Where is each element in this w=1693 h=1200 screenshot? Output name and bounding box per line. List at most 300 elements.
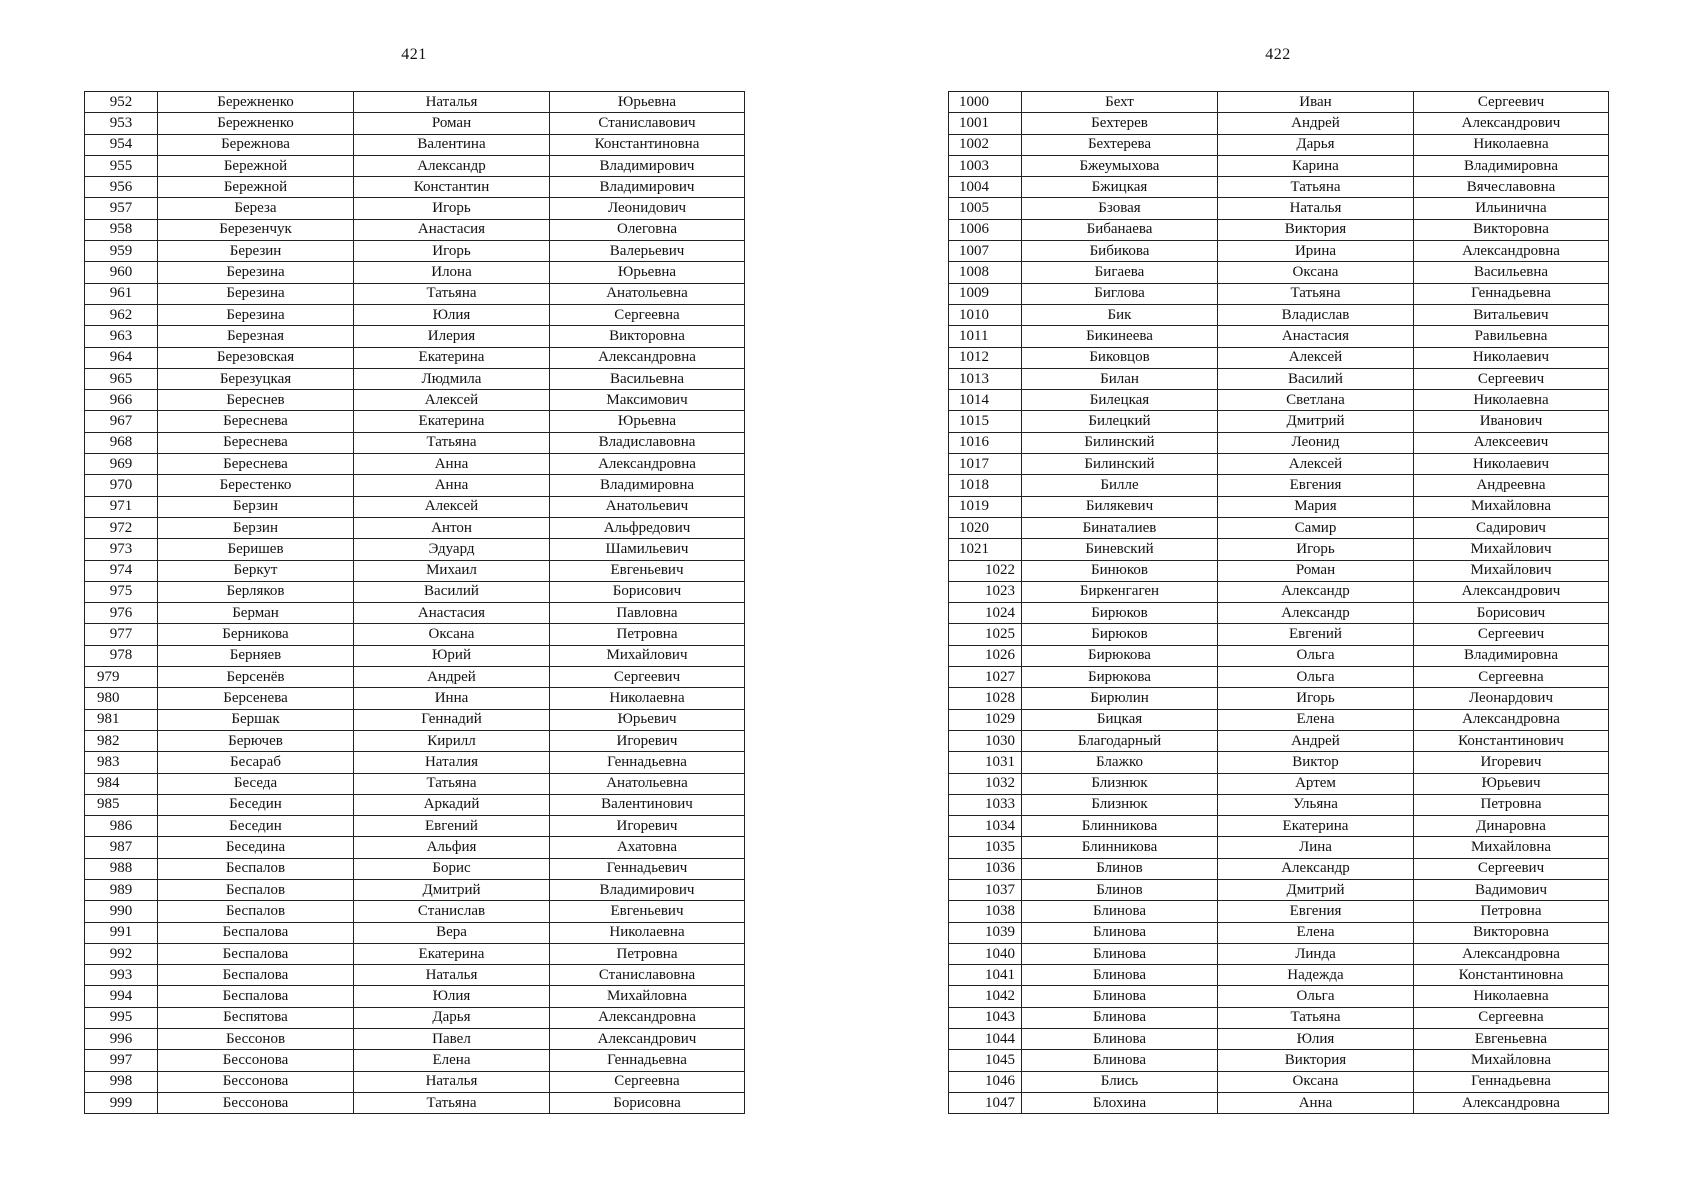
table-row [949,347,1609,368]
table-row [85,1007,745,1028]
last-name-cell: Березин [158,241,354,262]
first-name-cell: Екатерина [1218,816,1414,837]
table-row [85,347,745,368]
table-row [949,326,1609,347]
table-row [949,645,1609,666]
first-name-cell: Анна [1218,1092,1414,1113]
patronymic-cell: Вячеславовна [1414,177,1609,198]
row-number-cell: 1047 [949,1092,1022,1113]
patronymic-cell: Владимировна [1414,645,1609,666]
table-row [949,368,1609,389]
last-name-cell: Беседа [158,773,354,794]
patronymic-cell: Борисовна [550,1092,745,1113]
table-row [949,667,1609,688]
last-name-cell: Блажко [1022,752,1218,773]
patronymic-cell: Леонидович [550,198,745,219]
last-name-cell: Блинова [1022,1007,1218,1028]
table-row [85,219,745,240]
first-name-cell: Ольга [1218,986,1414,1007]
table-row [85,390,745,411]
row-number-cell: 1034 [949,816,1022,837]
last-name-cell: Блохина [1022,1092,1218,1113]
patronymic-cell: Витальевич [1414,304,1609,325]
first-name-cell: Андрей [1218,730,1414,751]
row-number-cell: 1043 [949,1007,1022,1028]
row-number-cell: 966 [85,390,158,411]
first-name-cell: Василий [354,581,550,602]
row-number-cell: 1000 [949,92,1022,113]
last-name-cell: Берестенко [158,475,354,496]
last-name-cell: Беспалова [158,986,354,1007]
table-row [949,539,1609,560]
row-number-cell: 1044 [949,1029,1022,1050]
page-number: 422 [1265,46,1291,63]
table-row [85,730,745,751]
last-name-cell: Береза [158,198,354,219]
row-number-cell: 993 [85,965,158,986]
last-name-cell: Берляков [158,581,354,602]
row-number-cell: 1025 [949,624,1022,645]
table-row [85,496,745,517]
last-name-cell: Бигаева [1022,262,1218,283]
row-number-cell: 960 [85,262,158,283]
first-name-cell: Андрей [1218,113,1414,134]
last-name-cell: Беспалов [158,879,354,900]
first-name-cell: Алексей [1218,454,1414,475]
table-row [85,794,745,815]
table-row [949,411,1609,432]
last-name-cell: Бережной [158,177,354,198]
table-row [85,454,745,475]
first-name-cell: Оксана [1218,1071,1414,1092]
row-number-cell: 956 [85,177,158,198]
last-name-cell: Березуцкая [158,368,354,389]
last-name-cell: Блинникова [1022,837,1218,858]
row-number-cell: 974 [85,560,158,581]
first-name-cell: Татьяна [354,283,550,304]
names-table [948,91,1609,1114]
patronymic-cell: Сергеевна [1414,1007,1609,1028]
row-number-cell: 968 [85,432,158,453]
patronymic-cell: Васильевна [1414,262,1609,283]
table-row [85,198,745,219]
first-name-cell: Виктория [1218,219,1414,240]
first-name-cell: Виктория [1218,1050,1414,1071]
row-number-cell: 979 [85,667,158,688]
row-number-cell: 1030 [949,730,1022,751]
last-name-cell: Блинова [1022,986,1218,1007]
last-name-cell: Близнюк [1022,773,1218,794]
patronymic-cell: Евгеньевич [550,901,745,922]
first-name-cell: Василий [1218,368,1414,389]
first-name-cell: Михаил [354,560,550,581]
row-number-cell: 978 [85,645,158,666]
table-row [949,688,1609,709]
first-name-cell: Татьяна [354,773,550,794]
last-name-cell: Бершак [158,709,354,730]
row-number-cell: 998 [85,1071,158,1092]
row-number-cell: 999 [85,1092,158,1113]
first-name-cell: Анна [354,454,550,475]
patronymic-cell: Николаевна [550,688,745,709]
table-row [949,1029,1609,1050]
row-number-cell: 1036 [949,858,1022,879]
patronymic-cell: Николаевна [1414,986,1609,1007]
patronymic-cell: Леонардович [1414,688,1609,709]
row-number-cell: 970 [85,475,158,496]
first-name-cell: Александр [354,155,550,176]
row-number-cell: 989 [85,879,158,900]
names-table-body [949,92,1609,1114]
last-name-cell: Беседин [158,816,354,837]
first-name-cell: Анастасия [1218,326,1414,347]
last-name-cell: Бинаталиев [1022,517,1218,538]
last-name-cell: Бессонова [158,1071,354,1092]
last-name-cell: Бессонов [158,1029,354,1050]
patronymic-cell: Иванович [1414,411,1609,432]
first-name-cell: Юрий [354,645,550,666]
patronymic-cell: Михайловна [1414,837,1609,858]
patronymic-cell: Константиновна [1414,965,1609,986]
table-row [85,368,745,389]
patronymic-cell: Юрьевна [550,262,745,283]
patronymic-cell: Станиславовна [550,965,745,986]
row-number-cell: 1003 [949,155,1022,176]
patronymic-cell: Михайлович [550,645,745,666]
last-name-cell: Бехтерев [1022,113,1218,134]
table-row [949,581,1609,602]
table-row [85,1050,745,1071]
first-name-cell: Станислав [354,901,550,922]
patronymic-cell: Ильинична [1414,198,1609,219]
row-number-cell: 973 [85,539,158,560]
last-name-cell: Билинский [1022,432,1218,453]
patronymic-cell: Сергеевна [1414,667,1609,688]
patronymic-cell: Александровна [1414,709,1609,730]
last-name-cell: Береснева [158,432,354,453]
patronymic-cell: Владимирович [550,155,745,176]
patronymic-cell: Александровна [1414,943,1609,964]
first-name-cell: Наталья [1218,198,1414,219]
patronymic-cell: Валентинович [550,794,745,815]
last-name-cell: Билецкая [1022,390,1218,411]
patronymic-cell: Николаевна [1414,134,1609,155]
first-name-cell: Елена [1218,709,1414,730]
first-name-cell: Ольга [1218,645,1414,666]
first-name-cell: Павел [354,1029,550,1050]
last-name-cell: Бибанаева [1022,219,1218,240]
patronymic-cell: Владиславовна [550,432,745,453]
table-row [85,411,745,432]
last-name-cell: Березенчук [158,219,354,240]
row-number-cell: 995 [85,1007,158,1028]
patronymic-cell: Александрович [550,1029,745,1050]
last-name-cell: Берючев [158,730,354,751]
last-name-cell: Блинова [1022,922,1218,943]
patronymic-cell: Васильевна [550,368,745,389]
first-name-cell: Дмитрий [1218,879,1414,900]
patronymic-cell: Михайловна [1414,1050,1609,1071]
last-name-cell: Бессонова [158,1050,354,1071]
last-name-cell: Беспалов [158,901,354,922]
row-number-cell: 991 [85,922,158,943]
table-row [949,517,1609,538]
first-name-cell: Татьяна [1218,177,1414,198]
table-row [85,965,745,986]
first-name-cell: Евгения [1218,901,1414,922]
first-name-cell: Игорь [1218,539,1414,560]
row-number-cell: 1037 [949,879,1022,900]
row-number-cell: 1039 [949,922,1022,943]
last-name-cell: Беспалова [158,922,354,943]
patronymic-cell: Викторовна [1414,219,1609,240]
last-name-cell: Бицкая [1022,709,1218,730]
last-name-cell: Билякевич [1022,496,1218,517]
patronymic-cell: Алексеевич [1414,432,1609,453]
row-number-cell: 1001 [949,113,1022,134]
table-row [949,454,1609,475]
first-name-cell: Роман [354,113,550,134]
row-number-cell: 1019 [949,496,1022,517]
last-name-cell: Беришев [158,539,354,560]
table-row [85,837,745,858]
table-row [85,92,745,113]
page-number: 421 [401,46,427,63]
row-number-cell: 1018 [949,475,1022,496]
first-name-cell: Екатерина [354,943,550,964]
last-name-cell: Бирюков [1022,603,1218,624]
row-number-cell: 961 [85,283,158,304]
row-number-cell: 1027 [949,667,1022,688]
last-name-cell: Бикинеева [1022,326,1218,347]
first-name-cell: Линда [1218,943,1414,964]
last-name-cell: Береснев [158,390,354,411]
first-name-cell: Антон [354,517,550,538]
patronymic-cell: Михайлович [1414,560,1609,581]
first-name-cell: Оксана [354,624,550,645]
table-row [949,113,1609,134]
table-row [85,1071,745,1092]
first-name-cell: Геннадий [354,709,550,730]
row-number-cell: 975 [85,581,158,602]
first-name-cell: Наталья [354,1071,550,1092]
last-name-cell: Билецкий [1022,411,1218,432]
row-number-cell: 1029 [949,709,1022,730]
patronymic-cell: Михайловна [1414,496,1609,517]
patronymic-cell: Петровна [1414,794,1609,815]
table-row [949,752,1609,773]
first-name-cell: Дмитрий [1218,411,1414,432]
patronymic-cell: Константинович [1414,730,1609,751]
first-name-cell: Альфия [354,837,550,858]
last-name-cell: Беспятова [158,1007,354,1028]
first-name-cell: Анна [354,475,550,496]
table-row [949,475,1609,496]
first-name-cell: Елена [354,1050,550,1071]
last-name-cell: Близнюк [1022,794,1218,815]
first-name-cell: Валентина [354,134,550,155]
table-row [85,922,745,943]
table-row [85,773,745,794]
first-name-cell: Роман [1218,560,1414,581]
last-name-cell: Берзин [158,517,354,538]
patronymic-cell: Динаровна [1414,816,1609,837]
row-number-cell: 965 [85,368,158,389]
row-number-cell: 1002 [949,134,1022,155]
patronymic-cell: Андреевна [1414,475,1609,496]
patronymic-cell: Геннадьевна [1414,1071,1609,1092]
patronymic-cell: Ахатовна [550,837,745,858]
row-number-cell: 1009 [949,283,1022,304]
patronymic-cell: Владимировна [1414,155,1609,176]
patronymic-cell: Александровна [550,347,745,368]
first-name-cell: Борис [354,858,550,879]
first-name-cell: Татьяна [354,1092,550,1113]
patronymic-cell: Сергеевна [550,304,745,325]
patronymic-cell: Владимировна [550,475,745,496]
first-name-cell: Анастасия [354,603,550,624]
table-row [949,219,1609,240]
row-number-cell: 953 [85,113,158,134]
patronymic-cell: Олеговна [550,219,745,240]
table-row [949,794,1609,815]
first-name-cell: Юлия [354,304,550,325]
table-row [85,517,745,538]
row-number-cell: 1010 [949,304,1022,325]
first-name-cell: Иван [1218,92,1414,113]
patronymic-cell: Сергеевич [1414,368,1609,389]
first-name-cell: Татьяна [1218,1007,1414,1028]
table-row [85,986,745,1007]
patronymic-cell: Садирович [1414,517,1609,538]
first-name-cell: Елена [1218,922,1414,943]
last-name-cell: Биковцов [1022,347,1218,368]
first-name-cell: Лина [1218,837,1414,858]
table-row [85,155,745,176]
first-name-cell: Игорь [354,198,550,219]
row-number-cell: 996 [85,1029,158,1050]
last-name-cell: Бережненко [158,113,354,134]
row-number-cell: 1004 [949,177,1022,198]
last-name-cell: Бехт [1022,92,1218,113]
patronymic-cell: Сергеевич [1414,858,1609,879]
row-number-cell: 1046 [949,1071,1022,1092]
names-table-body [85,92,745,1114]
last-name-cell: Бехтерева [1022,134,1218,155]
row-number-cell: 1013 [949,368,1022,389]
table-row [949,965,1609,986]
table-row [949,560,1609,581]
row-number-cell: 1022 [949,560,1022,581]
table-row [949,283,1609,304]
last-name-cell: Бирюкова [1022,667,1218,688]
patronymic-cell: Петровна [550,943,745,964]
patronymic-cell: Шамильевич [550,539,745,560]
last-name-cell: Березовская [158,347,354,368]
table-row [85,581,745,602]
table-row [85,858,745,879]
patronymic-cell: Николаевич [1414,347,1609,368]
first-name-cell: Дарья [1218,134,1414,155]
last-name-cell: Биглова [1022,283,1218,304]
last-name-cell: Биркенгаген [1022,581,1218,602]
table-row [85,262,745,283]
first-name-cell: Андрей [354,667,550,688]
table-row [85,879,745,900]
patronymic-cell: Станиславович [550,113,745,134]
patronymic-cell: Владимирович [550,177,745,198]
row-number-cell: 1016 [949,432,1022,453]
patronymic-cell: Анатольевна [550,283,745,304]
table-row [949,262,1609,283]
table-row [85,688,745,709]
first-name-cell: Анастасия [354,219,550,240]
last-name-cell: Билле [1022,475,1218,496]
row-number-cell: 980 [85,688,158,709]
last-name-cell: Березная [158,326,354,347]
table-row [85,943,745,964]
last-name-cell: Блинова [1022,901,1218,922]
last-name-cell: Блинникова [1022,816,1218,837]
patronymic-cell: Анатольевич [550,496,745,517]
last-name-cell: Бибикова [1022,241,1218,262]
last-name-cell: Бессонова [158,1092,354,1113]
first-name-cell: Илерия [354,326,550,347]
last-name-cell: Береснева [158,454,354,475]
patronymic-cell: Викторовна [1414,922,1609,943]
row-number-cell: 976 [85,603,158,624]
last-name-cell: Бережнова [158,134,354,155]
patronymic-cell: Игоревич [1414,752,1609,773]
first-name-cell: Надежда [1218,965,1414,986]
last-name-cell: Берсенева [158,688,354,709]
table-row [85,816,745,837]
row-number-cell: 986 [85,816,158,837]
patronymic-cell: Юрьевна [550,411,745,432]
patronymic-cell: Александровна [1414,1092,1609,1113]
first-name-cell: Дмитрий [354,879,550,900]
table-row [949,879,1609,900]
row-number-cell: 971 [85,496,158,517]
first-name-cell: Дарья [354,1007,550,1028]
patronymic-cell: Геннадьевич [550,858,745,879]
row-number-cell: 957 [85,198,158,219]
names-table [84,91,745,1114]
table-row [85,709,745,730]
first-name-cell: Игорь [1218,688,1414,709]
table-row [85,304,745,325]
table-row [949,198,1609,219]
row-number-cell: 954 [85,134,158,155]
row-number-cell: 1024 [949,603,1022,624]
row-number-cell: 983 [85,752,158,773]
table-row [85,603,745,624]
row-number-cell: 969 [85,454,158,475]
patronymic-cell: Сергеевна [550,1071,745,1092]
row-number-cell: 984 [85,773,158,794]
last-name-cell: Билан [1022,368,1218,389]
last-name-cell: Беспалова [158,943,354,964]
table-row [949,986,1609,1007]
patronymic-cell: Николаевна [550,922,745,943]
table-row [949,624,1609,645]
patronymic-cell: Петровна [550,624,745,645]
first-name-cell: Леонид [1218,432,1414,453]
first-name-cell: Константин [354,177,550,198]
first-name-cell: Александр [1218,581,1414,602]
table-row [949,858,1609,879]
first-name-cell: Мария [1218,496,1414,517]
